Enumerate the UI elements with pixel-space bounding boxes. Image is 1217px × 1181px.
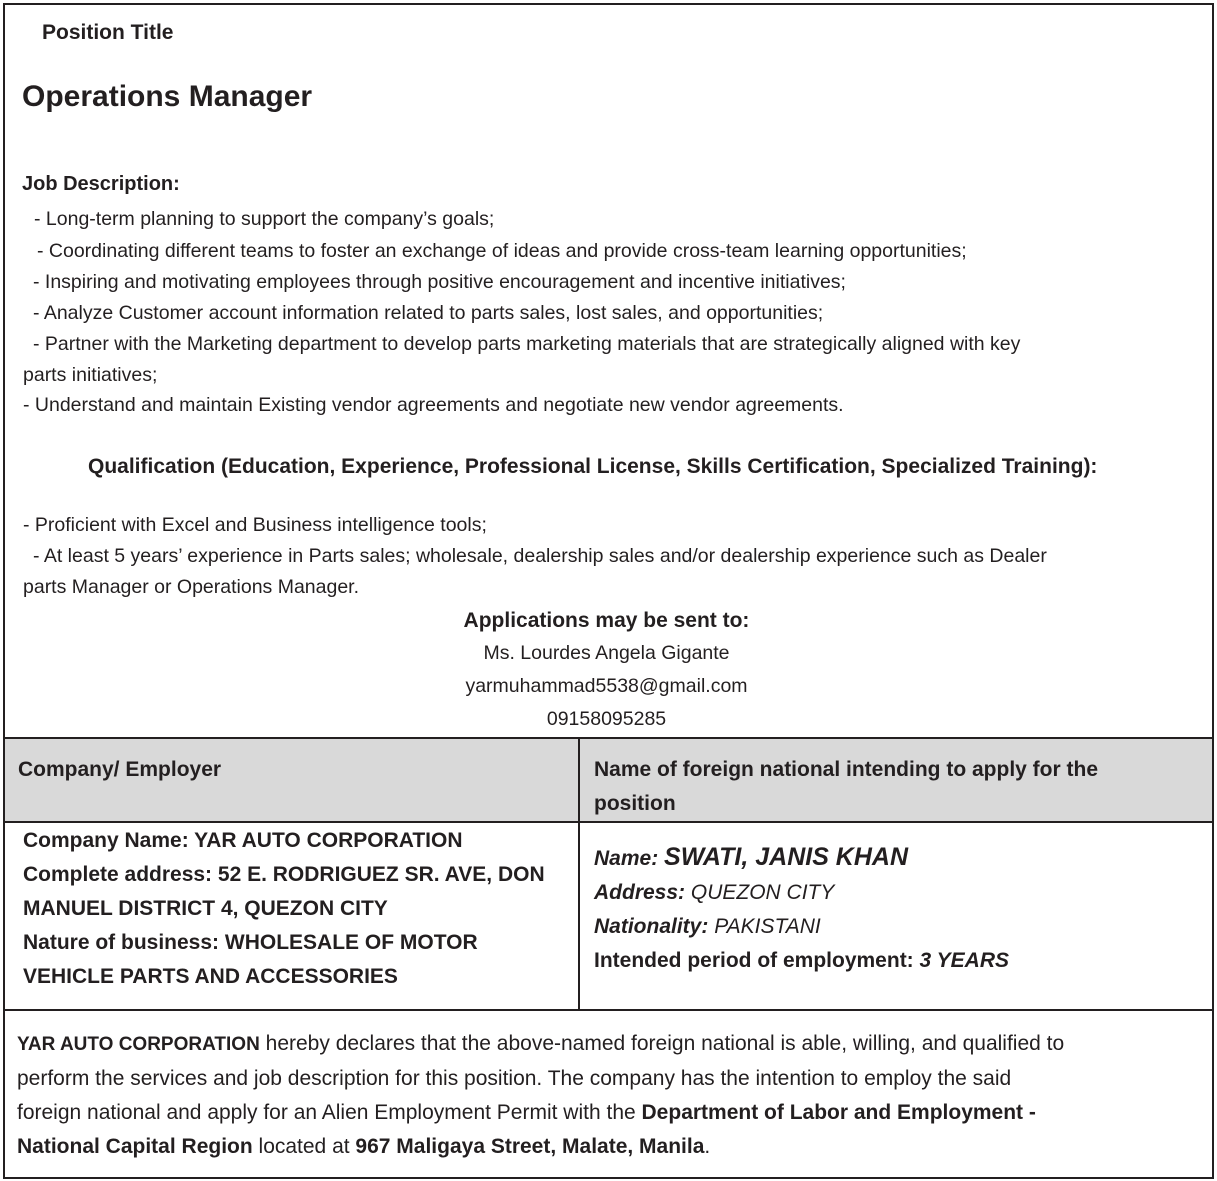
- qualification-item: - Proficient with Excel and Business intelligence tools;: [23, 514, 487, 536]
- table-column-divider: [578, 737, 580, 1011]
- nature-of-business: Nature of business: WHOLESALE OF MOTOR: [23, 931, 478, 954]
- employee-nationality: Nationality: PAKISTANI: [594, 915, 821, 938]
- foreign-national-header: Name of foreign national intending to apply for the: [594, 758, 1098, 781]
- declaration-line-4: National Capital Region located at 967 Maligaya Street, Malate, Manila.: [17, 1135, 711, 1158]
- declaration-line-2: perform the services and job description for this position. The company has the intention to employ the said: [17, 1067, 1012, 1090]
- job-description-heading: Job Description:: [22, 173, 180, 195]
- table-bottom-border: [3, 1009, 1214, 1011]
- employee-address: Address: QUEZON CITY: [594, 881, 835, 904]
- job-description-item: parts initiatives;: [23, 364, 158, 386]
- company-address: Complete address: 52 E. RODRIGUEZ SR. AVE, DON: [23, 863, 545, 886]
- qualification-item: - At least 5 years’ experience in Parts sales; wholesale, dealership sales and/or dealership experience such as Dealer: [33, 545, 1047, 567]
- declaration-line-1: YAR AUTO CORPORATION hereby declares that the above-named foreign national is able, willing, and qualified to: [17, 1032, 1065, 1055]
- employee-name: Name: SWATI, JANIS KHAN: [594, 843, 909, 871]
- applications-heading: Applications may be sent to:: [463, 609, 750, 632]
- job-description-item: - Inspiring and motivating employees through positive encouragement and incentive initiatives;: [33, 271, 846, 293]
- company-address-cont: MANUEL DISTRICT 4, QUEZON CITY: [23, 897, 388, 920]
- contact-email: yarmuhammad5538@gmail.com: [465, 675, 748, 697]
- job-description-item: - Partner with the Marketing department to develop parts marketing materials that are strategically aligned with key: [33, 333, 1021, 355]
- company-name: Company Name: YAR AUTO CORPORATION: [23, 829, 463, 852]
- foreign-national-header-cont: position: [594, 792, 676, 815]
- declaration-line-3: foreign national and apply for an Alien Employment Permit with the Department of Labor and Employment -: [17, 1101, 1036, 1124]
- contact-name: Ms. Lourdes Angela Gigante: [483, 642, 730, 664]
- employment-period: Intended period of employment: 3 YEARS: [594, 949, 1010, 972]
- qualification-heading: Qualification (Education, Experience, Professional License, Skills Certification, Specialized Training):: [88, 455, 1098, 478]
- nature-of-business-cont: VEHICLE PARTS AND ACCESSORIES: [23, 965, 398, 988]
- position-title: Operations Manager: [22, 80, 313, 113]
- position-title-label: Position Title: [42, 21, 174, 44]
- contact-phone: 09158095285: [546, 708, 667, 730]
- table-header-border: [3, 821, 1214, 823]
- job-description-item: - Coordinating different teams to foster an exchange of ideas and provide cross-team learning opportunities;: [37, 240, 967, 262]
- job-description-item: - Analyze Customer account information related to parts sales, lost sales, and opportunities;: [33, 302, 824, 324]
- job-description-item: - Long-term planning to support the company’s goals;: [34, 208, 495, 230]
- company-employer-header: Company/ Employer: [18, 758, 222, 781]
- job-description-item: - Understand and maintain Existing vendor agreements and negotiate new vendor agreements.: [23, 394, 844, 416]
- qualification-item: parts Manager or Operations Manager.: [23, 576, 360, 598]
- table-top-border: [3, 737, 1214, 739]
